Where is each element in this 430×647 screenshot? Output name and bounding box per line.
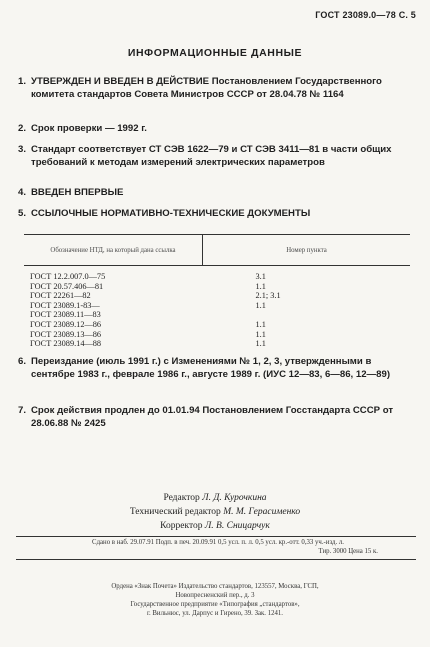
imprint-line: г. Вильнюс, ул. Дарпус и Гирено, 39. Зак. 1241. [146, 610, 283, 617]
info-item-7 [18, 404, 414, 430]
table-row [24, 330, 410, 340]
info-item-3 [18, 143, 414, 169]
table-cell-clause: 1.1 [255, 281, 266, 291]
table-cell-doc: ГОСТ 20.57.406—81 [30, 281, 104, 291]
item-number: 4. [18, 187, 27, 198]
imprint-line: Новопресненский пер., д. 3 [175, 592, 255, 599]
credit-tech-editor [0, 505, 430, 519]
reference-docs-table [24, 234, 410, 349]
table-cell-clause [203, 310, 411, 320]
item-number: 7. [18, 405, 27, 416]
info-item-1 [18, 75, 414, 101]
table-row [24, 320, 410, 330]
table-header-doc: Обозначение НТД, на который дана ссылка [24, 235, 203, 266]
item-text: ВВЕДЕН ВПЕРВЫЕ [31, 187, 124, 198]
divider [16, 559, 416, 560]
pubdata-line: Сдано в наб. 29.07.91 Подп. в печ. 20.09.91 0,5 усл. п. л. 0,5 усл. кр.-отт. 0,33 уч.-изд. л. [92, 539, 344, 546]
page-title: ИНФОРМАЦИОННЫЕ ДАННЫЕ [127, 47, 303, 59]
table-cell-clause: 1.1 [255, 339, 266, 349]
table-row [24, 310, 410, 320]
page-header: ГОСТ 23089.0—78 С. 5 [315, 10, 416, 20]
imprint-line: Государственное предприятие «Типография „стандартов», [130, 601, 300, 608]
item-number: 5. [18, 208, 27, 219]
info-item-4 [18, 186, 414, 199]
info-item-2 [18, 122, 414, 135]
credit-label: Технический редактор [129, 507, 221, 517]
editorial-credits [0, 491, 430, 533]
item-number: 2. [18, 123, 27, 134]
table-row [24, 301, 410, 311]
item-text: Стандарт соответствует СТ СЭВ 1622—79 и СТ СЭВ 3411—81 в части общих требований к методам измерений электрических параметров [31, 144, 392, 168]
info-item-5 [18, 207, 414, 220]
table-row [24, 266, 410, 282]
table-cell-doc: ГОСТ 23089.1-83— [30, 300, 100, 310]
item-number: 1. [18, 76, 27, 87]
divider [16, 536, 416, 537]
item-number: 6. [18, 356, 27, 367]
item-heading: УТВЕРЖДЕН И ВВЕДЕН В ДЕЙСТВИЕ [31, 76, 210, 87]
credit-proofreader [0, 519, 430, 533]
item-number: 3. [18, 144, 27, 155]
table-cell-clause: 1.1 [255, 319, 266, 329]
table-cell-clause: 3.1 [255, 272, 266, 281]
item-text: Переиздание (июль 1991 г.) с Изменениями № 1, 2, 3, утвержденными в сентябре 1983 г., феврале 1986 г., августе 1989 г. (ИУС 12—83, 6—86, 12—89) [31, 356, 391, 380]
credit-name: Л. В. Сницарчук [204, 521, 270, 531]
credit-name: М. М. Герасименко [223, 507, 301, 517]
table-cell-clause: 1.1 [255, 329, 266, 339]
table-row [24, 291, 410, 301]
table-cell-clause: 1.1 [255, 300, 266, 310]
credit-label: Корректор [160, 521, 203, 531]
item-text: Срок проверки — 1992 г. [31, 123, 147, 134]
credit-label: Редактор [163, 493, 200, 503]
table-cell-doc: ГОСТ 23089.14—88 [30, 339, 102, 349]
credit-editor [0, 491, 430, 505]
table-cell-doc: ГОСТ 23089.13—86 [30, 329, 102, 339]
table-cell-clause: 2.1; 3.1 [255, 291, 281, 301]
table-cell-doc: ГОСТ 23089.12—86 [30, 319, 102, 329]
table-row [24, 282, 410, 292]
credit-name: Л. Д. Курочкина [202, 493, 267, 503]
table-cell-doc: ГОСТ 12.2.007.0—75 [30, 272, 106, 281]
item-text: Срок действия продлен до 01.01.94 Постановлением Госстандарта СССР от 28.06.88 № 2425 [31, 405, 394, 429]
table-cell-doc: ГОСТ 23089.11—83 [30, 310, 101, 320]
publication-data [18, 539, 418, 556]
item-text: Постановлением Государственного комитета стандартов Совета Министров СССР от 28.04.78 № 1164 [31, 76, 382, 100]
info-item-6 [18, 355, 414, 381]
table-row [24, 339, 410, 349]
publisher-imprint [0, 582, 430, 618]
pubdata-line: Тир. 3000 Цена 15 к. [318, 547, 378, 555]
table-header-clause: Номер пункта [203, 235, 411, 266]
table-cell-doc: ГОСТ 22261—82 [30, 291, 91, 301]
item-text: ССЫЛОЧНЫЕ НОРМАТИВНО-ТЕХНИЧЕСКИЕ ДОКУМЕНТЫ [31, 208, 311, 219]
imprint-line: Ордена «Знак Почета» Издательство стандартов, 123557, Москва, ГСП, [111, 583, 319, 590]
